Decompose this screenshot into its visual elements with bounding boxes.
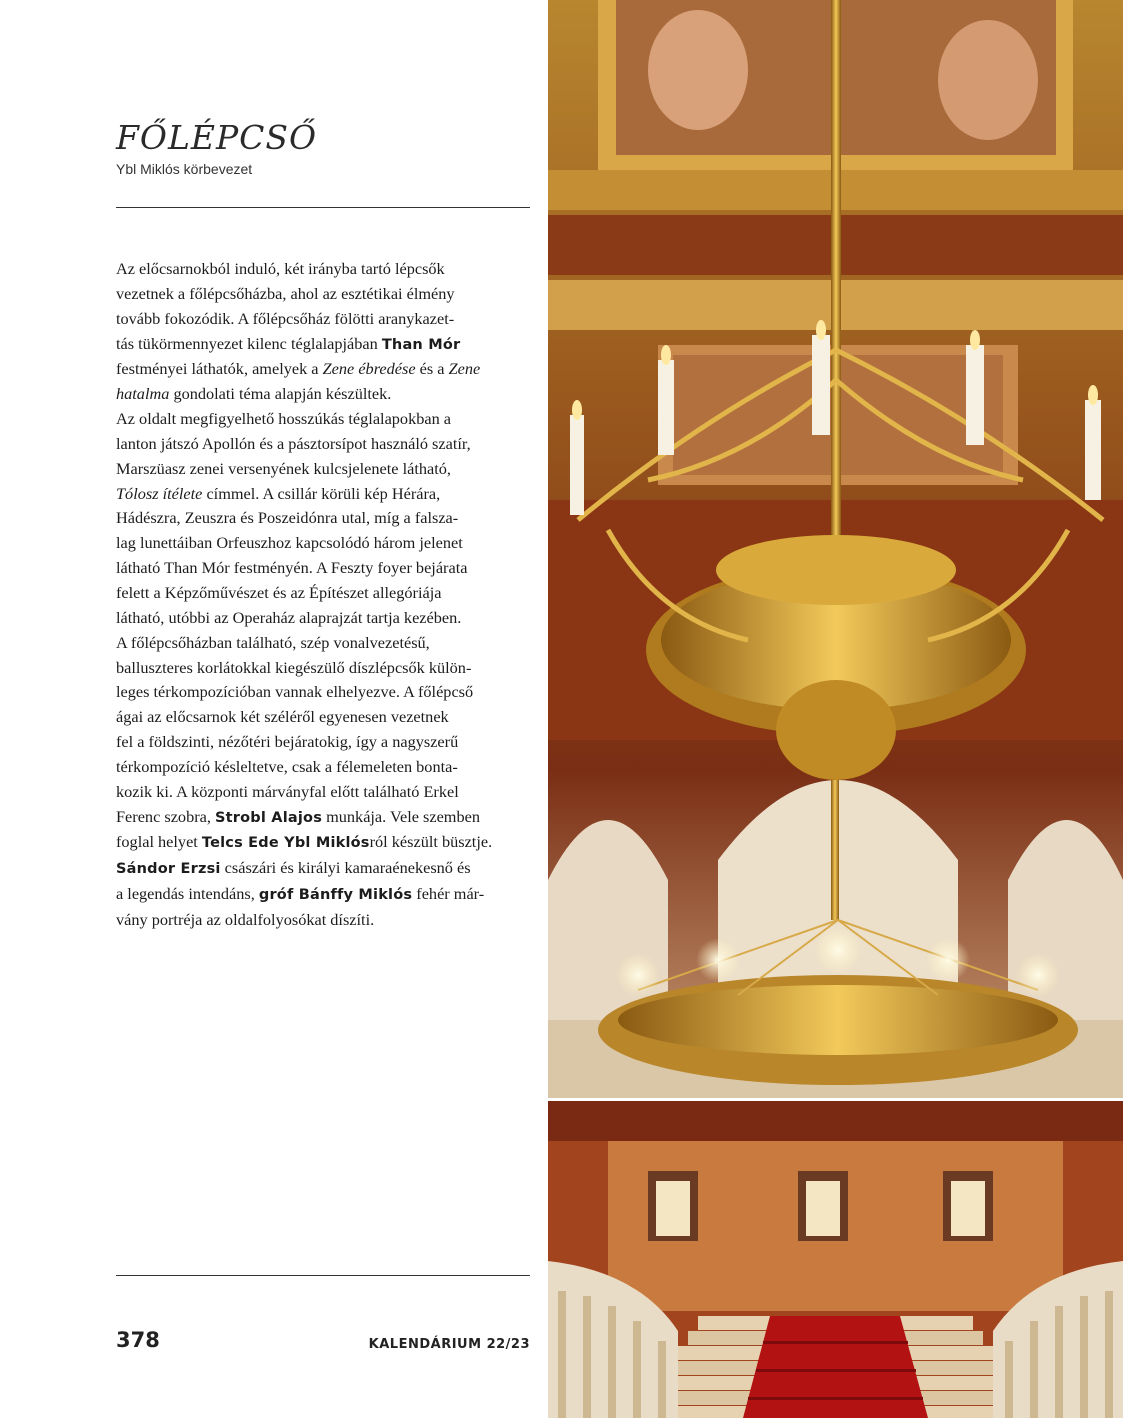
text-run: Az oldalt megfigyelhető hosszúkás téglalapokban a [116,409,452,429]
text-run: lanton játszó Apollón és a pásztorsípot használó szatír, [116,433,471,453]
text-run: tás tükörmennyezet kilenc téglalapjában [116,333,382,353]
text-run: kozik ki. A központi márványfal előtt található Erkel [116,781,459,801]
page-title: FŐLÉPCSŐ [116,118,318,157]
footer-divider [116,1275,530,1276]
text-run: látható Than Mór festményén. A Feszty foyer bejárata [116,558,468,578]
bold-name: Telcs Ede Ybl Miklós [201,835,370,852]
italic-title: hatalma [116,384,170,404]
article-line [116,730,530,755]
article-line [116,805,530,831]
italic-title: Tólosz ítélete [116,483,203,503]
text-run: vezetnek a főlépcsőházba, ahol az esztétikai élmény [116,283,455,303]
text-run: Marszüasz zenei versenyének kulcsjelenete látható, [116,458,451,478]
text-run: lag lunettáiban Orfeuszhoz kapcsolódó három jelenet [116,533,463,553]
article-line [116,257,530,282]
article-line [116,606,530,631]
article-line [116,357,530,382]
article-line [116,531,530,556]
text-run: foglal helyet [116,832,202,852]
text-run: felett a Képzőművészet és az Építészet allegóriája [116,582,442,602]
article-line [116,856,530,882]
bold-name: Strobl Alajos [215,809,323,826]
article-line [116,882,530,908]
bold-name: gróf Bánffy Miklós [258,887,413,904]
italic-title: Zene [448,359,481,379]
text-run: tovább fokozódik. A főlépcsőház fölötti aranykazet- [116,308,455,328]
article-line [116,382,530,407]
article-line [116,908,530,933]
text-run: ágai az előcsarnok két széléről egyenesen vezetnek [116,707,449,727]
article-line [116,282,530,307]
article-line [116,457,530,482]
article-line [116,332,530,358]
article-line [116,482,530,507]
article-line [116,631,530,656]
article-line [116,656,530,681]
grand-staircase-photo [548,1101,1123,1418]
article-line [116,680,530,705]
text-run: gondolati téma alapján készültek. [169,384,392,404]
article-line [116,705,530,730]
header-divider [116,207,530,208]
article-line [116,307,530,332]
article-line [116,506,530,531]
text-run: térkompozíció késleltetve, csak a félemeleten bonta- [116,756,458,776]
text-run: Ferenc szobra, [116,806,215,826]
text-run: fehér már- [412,884,485,904]
article-line [116,780,530,805]
text-run: munkája. Vele szemben [322,806,480,826]
text-run: leges térkompozícióban vannak elhelyezve. A főlépcső [116,682,474,702]
text-run: a legendás intendáns, [116,884,259,904]
article-line [116,581,530,606]
article-body [116,257,530,933]
page-subtitle: Ybl Miklós körbevezet [116,161,253,177]
text-run: vány portréja az oldalfolyosókat díszíti. [116,909,375,929]
article-line [116,830,530,856]
article-line [116,407,530,432]
bold-name: Sándor Erzsi [116,861,221,878]
text-run: Hádészra, Zeuszra és Poszeidónra utal, míg a falsza- [116,508,459,528]
text-run: A főlépcsőházban található, szép vonalvezetésű, [116,632,430,652]
article-line [116,432,530,457]
publication-name: KALENDÁRIUM 22/23 [368,1337,530,1352]
text-run: látható, utóbbi az Operaház alaprajzát tartja kezében. [116,607,462,627]
text-run: ról készült büsztje. [369,832,493,852]
chandelier-photo [548,0,1123,1098]
text-run: Az előcsarnokból induló, két irányba tartó lépcsők [116,259,445,278]
bold-name: Than Mór [381,336,461,353]
text-run: címmel. A csillár körüli kép Hérára, [202,483,441,503]
italic-title: Zene ébredése [322,359,416,379]
article-line [116,755,530,780]
text-run: fel a földszinti, nézőtéri bejáratokig, így a nagyszerű [116,732,459,752]
text-run: és a [415,359,449,379]
text-run: balluszteres korlátokkal kiegészülő díszlépcsők külön- [116,657,472,677]
article-line [116,556,530,581]
page-number: 378 [116,1328,160,1352]
text-run: festményei láthatók, amelyek a [116,359,323,379]
text-run: császári és királyi kamaraénekesnő és [220,858,471,878]
